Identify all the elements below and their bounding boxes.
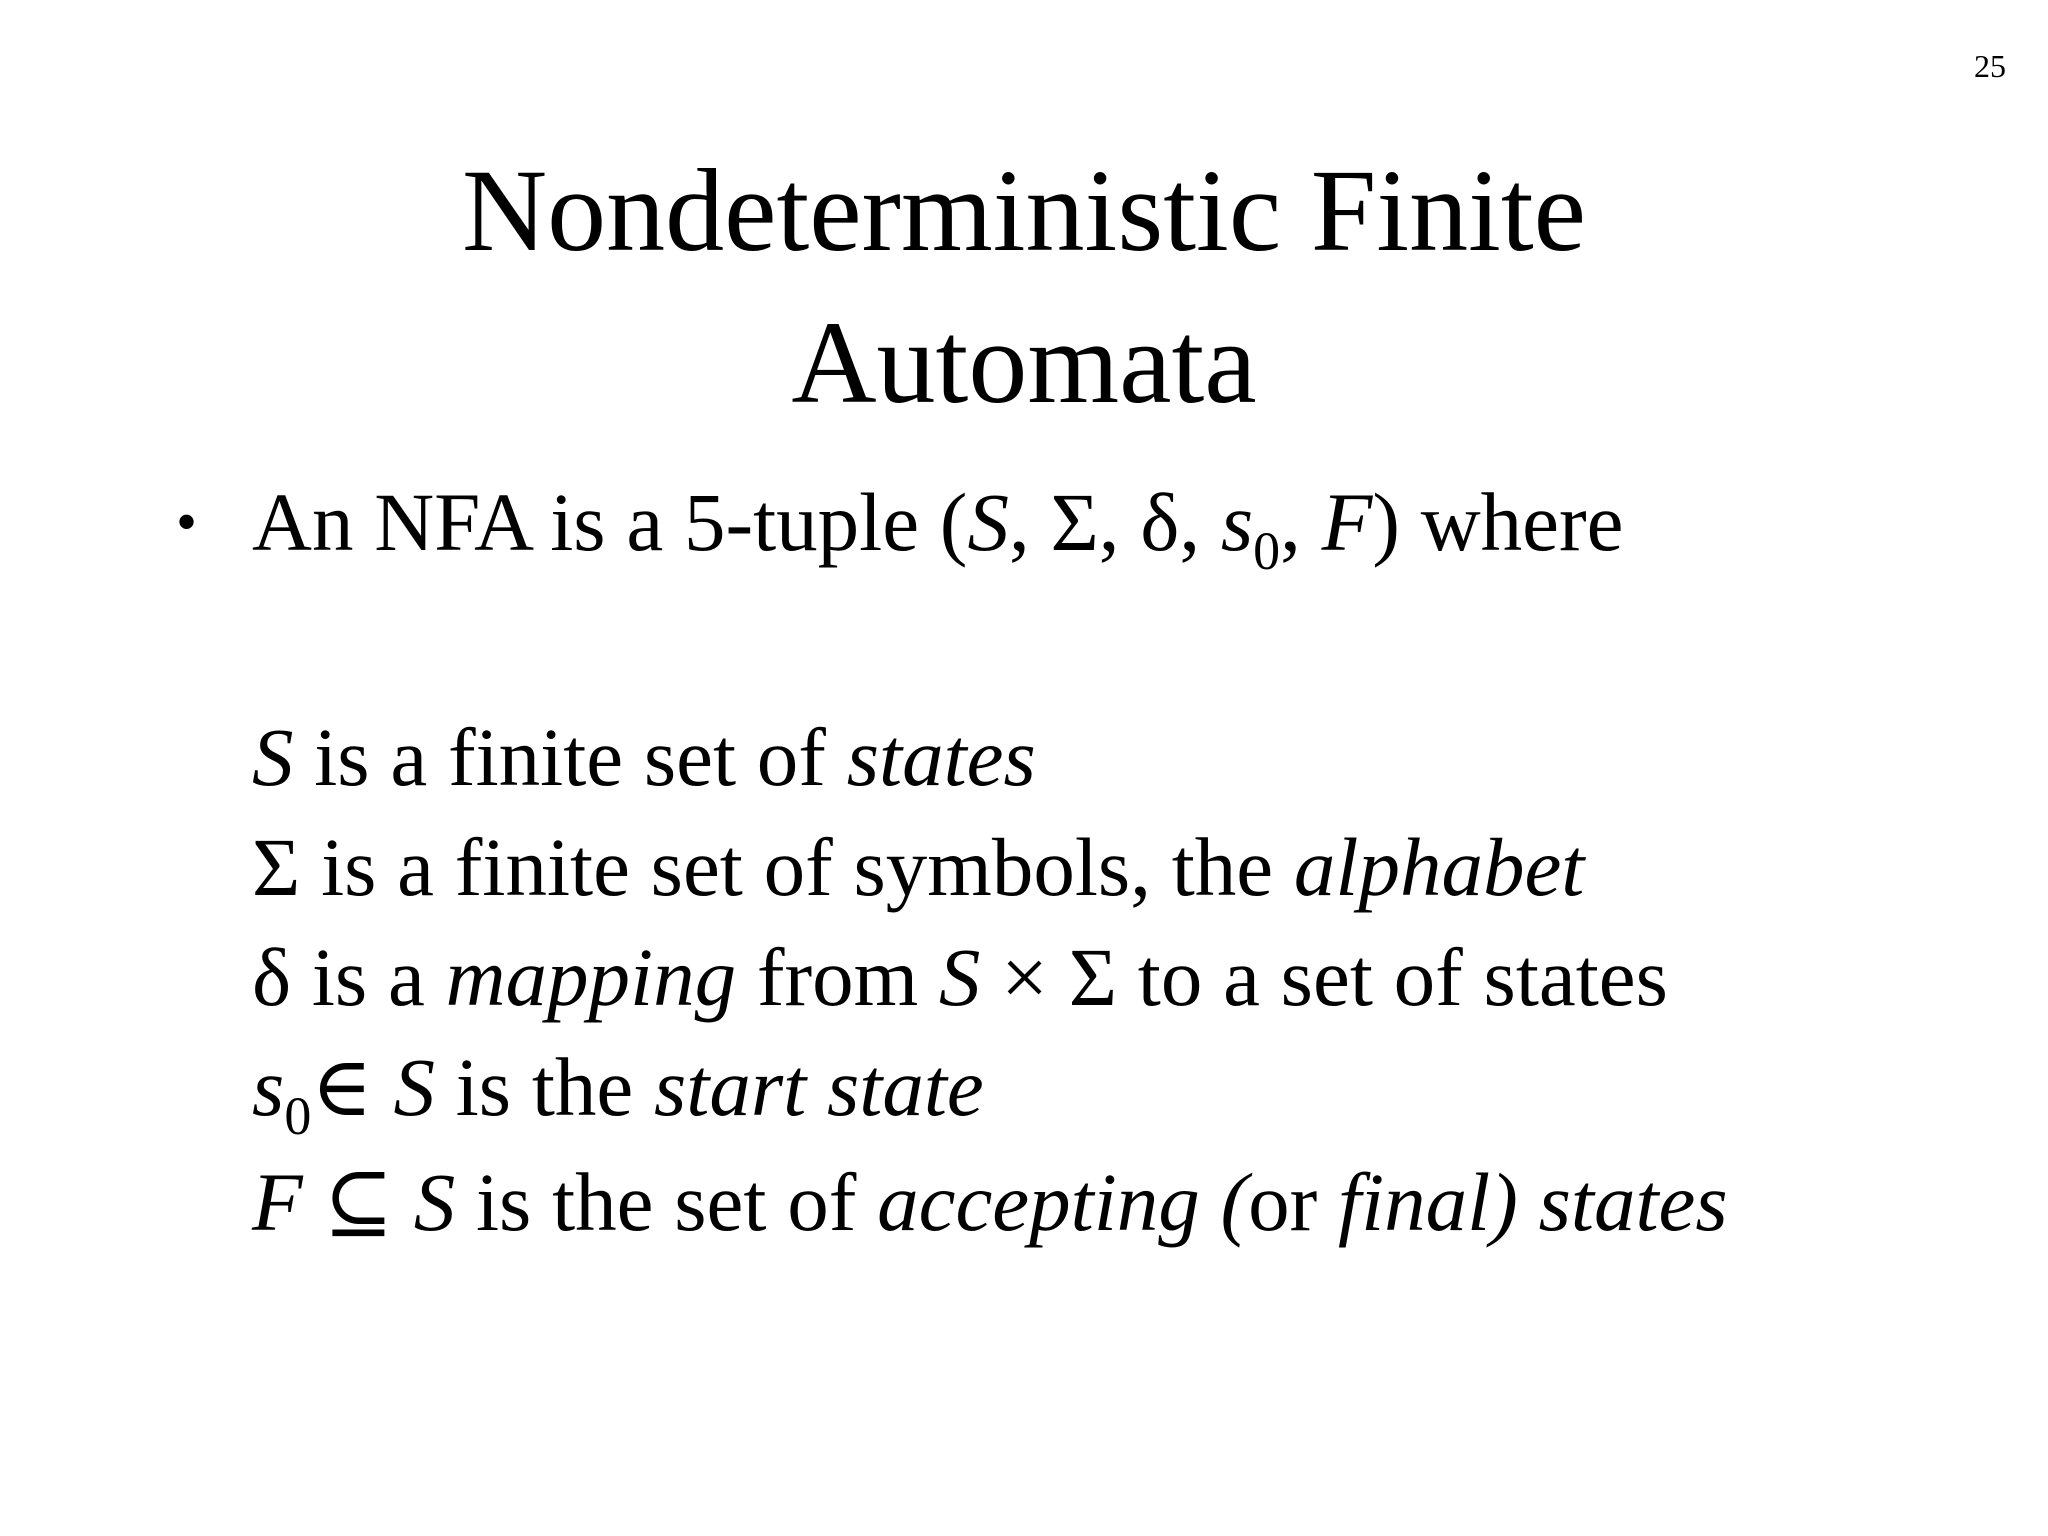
definition-states bbox=[252, 702, 1728, 812]
tuple-sigma: Σ bbox=[1050, 476, 1099, 568]
def-accept-term-states: states bbox=[1538, 1156, 1728, 1248]
tuple-sep-2: , bbox=[1098, 476, 1141, 568]
def-mapping-term: mapping bbox=[445, 931, 737, 1023]
def-mapping-text-2: from bbox=[736, 931, 939, 1023]
def-accept-space bbox=[1518, 1156, 1539, 1248]
def-start-element-of: ∈ bbox=[311, 1041, 394, 1133]
definition-alphabet bbox=[252, 812, 1728, 922]
def-start-term: start state bbox=[654, 1041, 984, 1133]
bullet-outro: ) where bbox=[1372, 476, 1624, 568]
def-mapping-text-3: to a set of states bbox=[1117, 931, 1668, 1023]
page-number: 25 bbox=[1974, 48, 2006, 84]
def-states-term: states bbox=[846, 711, 1036, 803]
def-states-symbol: S bbox=[252, 711, 294, 803]
def-start-s-subscript: 0 bbox=[284, 1085, 312, 1146]
tuple-S: S bbox=[967, 476, 1009, 568]
tuple-delta: δ bbox=[1140, 476, 1180, 568]
bullet-dot: • bbox=[176, 489, 198, 555]
def-accept-F: F bbox=[252, 1156, 303, 1248]
slide-title bbox=[0, 135, 2048, 439]
def-accept-or: or bbox=[1248, 1156, 1339, 1248]
tuple-F: F bbox=[1321, 476, 1373, 568]
def-accept-term-accepting: accepting bbox=[877, 1156, 1200, 1248]
def-accept-S: S bbox=[413, 1156, 456, 1248]
bullet-text bbox=[252, 472, 1624, 581]
definition-list bbox=[252, 702, 1728, 1262]
def-states-text: is a finite set of bbox=[293, 711, 847, 803]
bullet-intro: An NFA is a 5-tuple ( bbox=[252, 476, 968, 568]
definition-mapping bbox=[252, 922, 1728, 1032]
slide-title-line-1: Nondeterministic Finite bbox=[461, 145, 1587, 276]
def-mapping-sigma: Σ bbox=[1068, 931, 1118, 1023]
tuple-sep-1: , bbox=[1008, 476, 1051, 568]
def-alphabet-text: is a finite set of symbols, the bbox=[300, 821, 1294, 913]
def-start-s: s bbox=[252, 1041, 285, 1133]
def-accept-term-final: final) bbox=[1338, 1156, 1518, 1248]
def-accept-paren: ( bbox=[1199, 1156, 1249, 1248]
def-mapping-text-1: is a bbox=[291, 931, 446, 1023]
def-start-S: S bbox=[393, 1041, 435, 1133]
def-accept-subseteq: ⊆ bbox=[302, 1156, 414, 1248]
def-mapping-S: S bbox=[938, 931, 981, 1023]
def-start-text: is the bbox=[434, 1041, 654, 1133]
slide-title-line-2: Automata bbox=[791, 297, 1257, 428]
tuple-s-subscript: 0 bbox=[1253, 520, 1281, 581]
tuple-sep-4: , bbox=[1280, 476, 1322, 568]
def-alphabet-term: alphabet bbox=[1293, 821, 1585, 913]
def-mapping-symbol: δ bbox=[252, 931, 292, 1023]
tuple-sep-3: , bbox=[1179, 476, 1221, 568]
definition-accepting-states bbox=[252, 1142, 1728, 1262]
def-mapping-times: × bbox=[980, 931, 1069, 1023]
definition-start-state bbox=[252, 1032, 1728, 1146]
def-accept-text: is the set of bbox=[455, 1156, 878, 1248]
tuple-s: s bbox=[1220, 476, 1254, 568]
def-alphabet-symbol: Σ bbox=[252, 821, 301, 913]
